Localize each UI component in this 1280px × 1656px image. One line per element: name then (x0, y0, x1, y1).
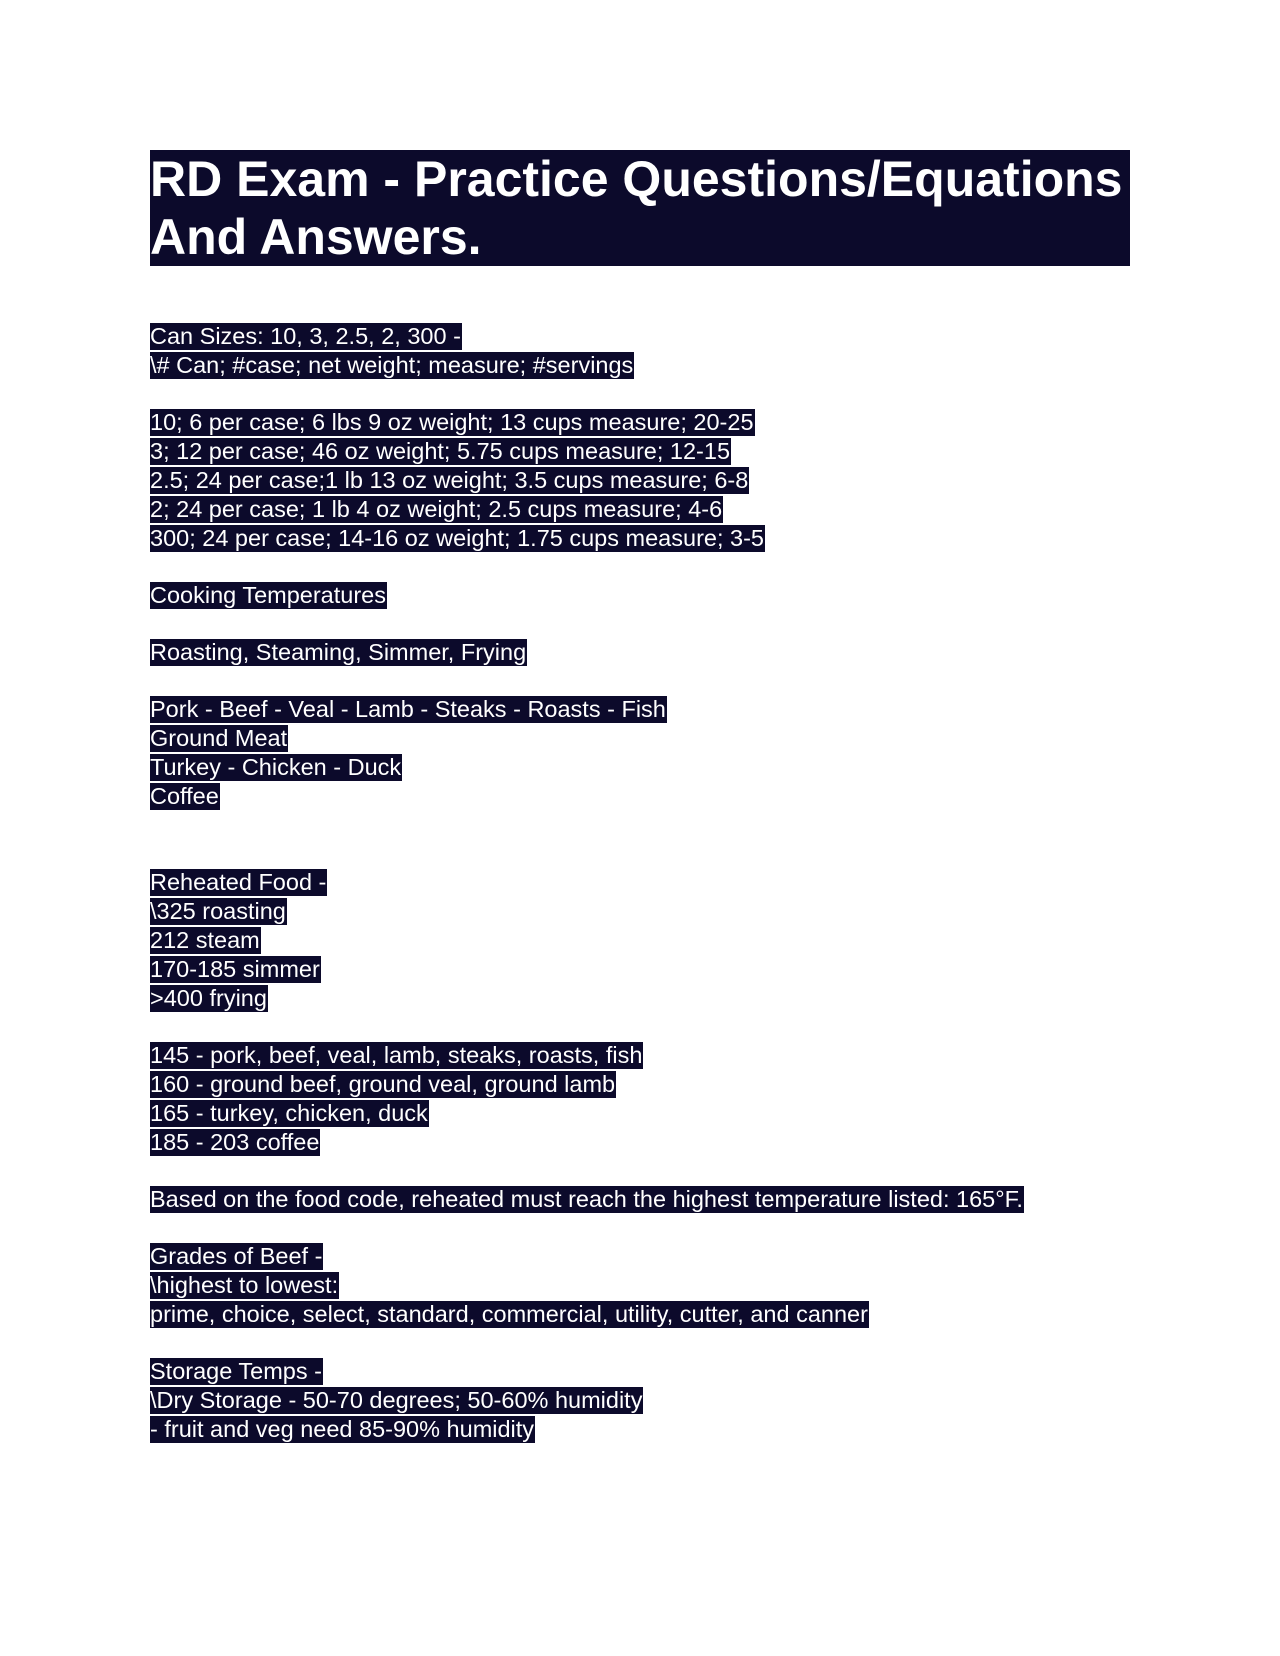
text-line: Roasting, Steaming, Simmer, Frying (150, 639, 527, 665)
text-line: Turkey - Chicken - Duck (150, 754, 402, 780)
text-line: 10; 6 per case; 6 lbs 9 oz weight; 13 cups measure; 20-25 (150, 409, 754, 435)
can-sizes-header-block (150, 322, 1130, 380)
document-title: RD Exam - Practice Questions/Equations And Answers. (150, 150, 1130, 266)
document-content (150, 322, 1130, 1444)
reheated-food-block (150, 868, 1130, 1013)
document-page (150, 150, 1130, 1444)
text-line: Reheated Food - (150, 869, 327, 895)
storage-temps-block (150, 1357, 1130, 1444)
text-line: Ground Meat (150, 725, 288, 751)
text-line: 160 - ground beef, ground veal, ground lamb (150, 1071, 616, 1097)
text-line: \highest to lowest: (150, 1272, 339, 1298)
text-line: 185 - 203 coffee (150, 1129, 320, 1155)
text-line: 2.5; 24 per case;1 lb 13 oz weight; 3.5 cups measure; 6-8 (150, 467, 749, 493)
text-line: \# Can; #case; net weight; measure; #servings (150, 352, 634, 378)
text-line: 145 - pork, beef, veal, lamb, steaks, roasts, fish (150, 1042, 643, 1068)
can-sizes-list-block (150, 408, 1130, 553)
text-line: 212 steam (150, 927, 260, 953)
cooking-methods-block (150, 638, 1130, 667)
text-line: Cooking Temperatures (150, 582, 386, 608)
text-line: 300; 24 per case; 14-16 oz weight; 1.75 cups measure; 3-5 (150, 525, 764, 551)
text-line: Grades of Beef - (150, 1243, 323, 1269)
text-line: Can Sizes: 10, 3, 2.5, 2, 300 - (150, 323, 461, 349)
text-line: Pork - Beef - Veal - Lamb - Steaks - Roasts - Fish (150, 696, 666, 722)
text-line: 2; 24 per case; 1 lb 4 oz weight; 2.5 cups measure; 4-6 (150, 496, 723, 522)
internal-temperatures-block (150, 1041, 1130, 1157)
grades-of-beef-block (150, 1242, 1130, 1329)
text-line: Based on the food code, reheated must reach the highest temperature listed: 165°F. (150, 1186, 1023, 1212)
text-line: >400 frying (150, 985, 267, 1011)
text-line: \325 roasting (150, 898, 286, 924)
text-line: Storage Temps - (150, 1358, 322, 1384)
text-line: Coffee (150, 783, 219, 809)
food-types-block (150, 695, 1130, 811)
text-line: - fruit and veg need 85-90% humidity (150, 1416, 535, 1442)
text-line: prime, choice, select, standard, commercial, utility, cutter, and canner (150, 1301, 868, 1327)
text-line: \Dry Storage - 50-70 degrees; 50-60% humidity (150, 1387, 643, 1413)
cooking-temperatures-heading-block (150, 581, 1130, 610)
text-line: 3; 12 per case; 46 oz weight; 5.75 cups measure; 12-15 (150, 438, 731, 464)
text-line: 170-185 simmer (150, 956, 320, 982)
food-code-note-block (150, 1185, 1130, 1214)
text-line: 165 - turkey, chicken, duck (150, 1100, 428, 1126)
